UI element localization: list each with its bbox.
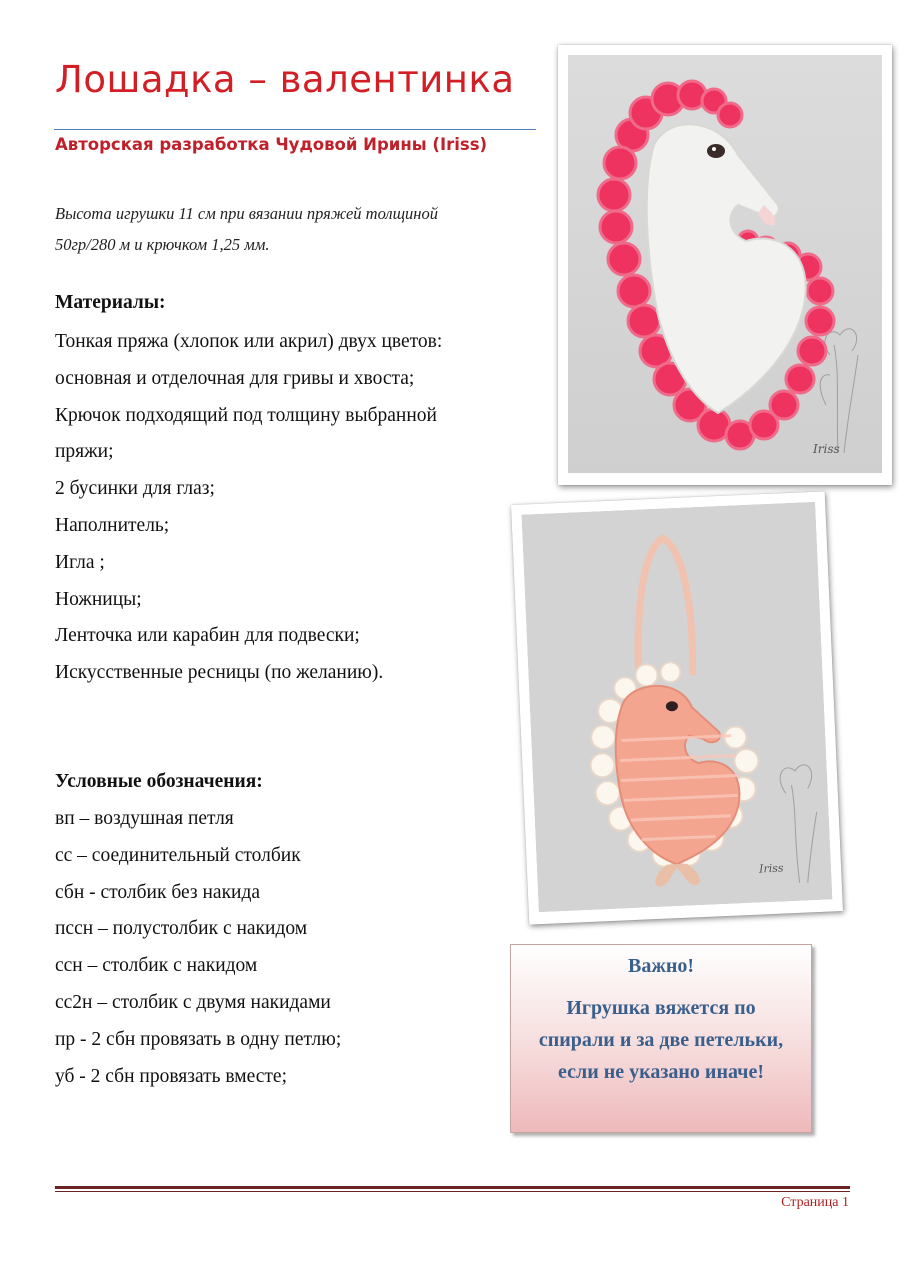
list-item: Ленточка или карабин для подвески;: [55, 625, 360, 647]
description-line: 50гр/280 м и крючком 1,25 мм.: [55, 235, 270, 254]
list-item: вп – воздушная петля: [55, 808, 234, 829]
legend-heading: Условные обозначения:: [55, 771, 263, 792]
important-note-box: [510, 944, 812, 1133]
author-subtitle: Авторская разработка Чудовой Ирины (Iriss): [55, 135, 488, 154]
page-number: Страница 1: [781, 1195, 849, 1210]
photo-image: [521, 502, 832, 912]
document-title: Лошадка – валентинка: [55, 58, 515, 101]
list-item: пссн – полустолбик с накидом: [55, 918, 308, 940]
list-item: уб - 2 сбн провязать вместе;: [55, 1065, 288, 1087]
list-item: ссн – столбик с накидом: [55, 955, 258, 977]
photo-watermark: Iriss: [813, 442, 840, 456]
list-item: сбн - столбик без накида: [55, 881, 261, 903]
white-horse-illustration: [568, 55, 882, 473]
list-item: основная и отделочная для гривы и хвоста;: [55, 367, 415, 389]
list-item: Ножницы;: [55, 588, 142, 610]
list-item: Крючок подходящий под толщину выбранной: [55, 404, 437, 426]
photo-image: [568, 55, 882, 473]
peach-horse-illustration: [521, 502, 832, 912]
list-item: Игла ;: [55, 551, 105, 573]
abbreviation-list: [55, 801, 341, 1095]
title-underline: [54, 129, 536, 130]
list-item: пр - 2 сбн провязать в одну петлю;: [55, 1028, 342, 1050]
important-text: Игрушка вяжется по спирали и за две петельки, если не указано иначе!: [538, 997, 784, 1083]
list-item: сс – соединительный столбик: [55, 844, 301, 866]
list-item: 2 бусинки для глаз;: [55, 478, 215, 500]
footer-divider-thin: [55, 1191, 850, 1192]
list-item: Искусственные ресницы (по желанию).: [55, 662, 384, 684]
list-item: Наполнитель;: [55, 514, 170, 536]
description-line: Высота игрушки 11 см при вязании пряжей толщиной: [55, 204, 438, 223]
footer-divider: [55, 1186, 850, 1189]
photo-watermark: Iriss: [758, 861, 784, 876]
list-item: Тонкая пряжа (хлопок или акрил) двух цветов:: [55, 331, 443, 352]
materials-heading: Материалы:: [55, 292, 166, 313]
list-item: пряжи;: [55, 441, 114, 463]
list-item: сс2н – столбик с двумя накидами: [55, 991, 331, 1013]
important-title: Важно!: [627, 955, 695, 977]
materials-list: [55, 324, 442, 692]
horse-photo-peach: [511, 491, 843, 924]
size-description: [55, 198, 525, 260]
horse-photo-white: [558, 45, 892, 485]
